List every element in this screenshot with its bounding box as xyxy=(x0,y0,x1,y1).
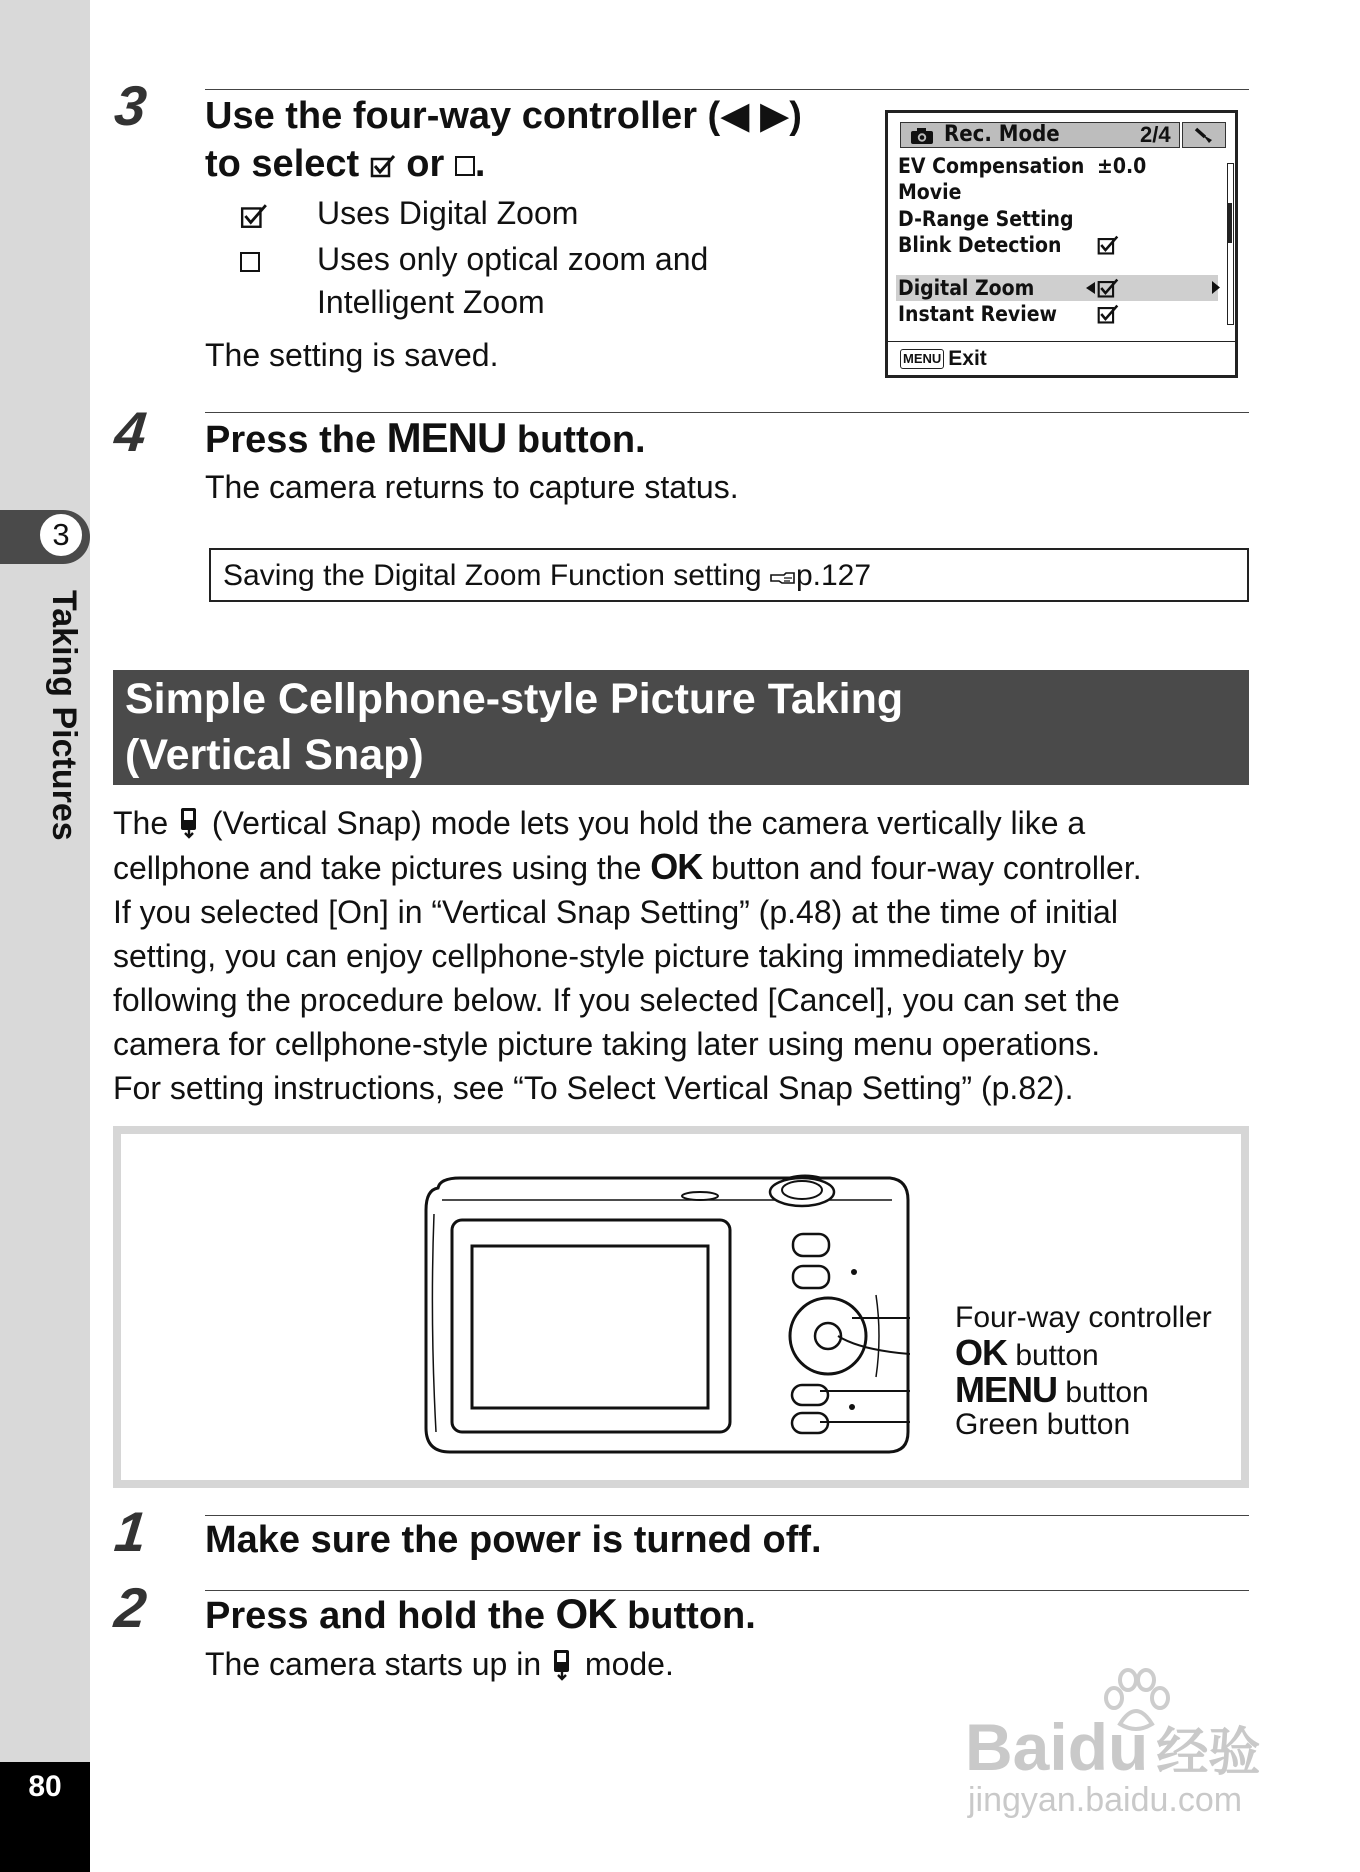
menu-scrollbar xyxy=(1227,163,1234,325)
camera-icon xyxy=(910,127,934,145)
ok-key-label: OK xyxy=(555,1590,617,1637)
step-2-heading-b: button. xyxy=(616,1595,756,1637)
checked-box-icon xyxy=(1097,234,1119,256)
step-3-rule xyxy=(205,89,1249,90)
section-banner xyxy=(113,670,1249,785)
menu-row-d-range xyxy=(898,206,1198,232)
callout-menu-button xyxy=(955,1369,1149,1411)
step-3-heading-or: or xyxy=(395,143,455,185)
intro-line xyxy=(113,845,1253,890)
watermark-url: jingyan.baidu.com xyxy=(968,1781,1243,1819)
step-4-rule xyxy=(205,412,1249,413)
checked-box-icon xyxy=(1097,277,1119,299)
watermark-brand-du: du xyxy=(1067,1710,1149,1784)
chapter-number: 3 xyxy=(38,512,84,558)
chapter-sidebar xyxy=(0,0,90,1872)
step-3-number: 3 xyxy=(111,74,150,137)
menu-row-movie xyxy=(898,179,1198,205)
reference-text: Saving the Digital Zoom Function setting xyxy=(223,559,762,592)
intro-line: camera for cellphone-style picture taking later using menu operations. xyxy=(113,1026,1101,1062)
option-digital-zoom-off-line2: Intelligent Zoom xyxy=(317,284,545,320)
checked-box-icon xyxy=(370,153,396,179)
intro-line: following the procedure below. If you selected [Cancel], you can set the xyxy=(113,982,1120,1018)
right-arrow-icon xyxy=(1212,281,1220,294)
page-number: 80 xyxy=(28,1770,62,1803)
step-3-heading-select: to select xyxy=(205,143,370,185)
callout-suffix: button xyxy=(1057,1376,1149,1409)
left-arrow-icon xyxy=(1086,282,1095,294)
menu-row-value: ±0.0 xyxy=(1097,154,1147,178)
intro-line xyxy=(113,801,1253,845)
pointing-hand-icon xyxy=(770,569,796,587)
step-2-body-a: The camera starts up in xyxy=(205,1646,551,1682)
intro-text: The xyxy=(113,805,178,841)
intro-text: cellphone and take pictures using the xyxy=(113,850,651,886)
menu-row-digital-zoom xyxy=(898,275,1198,301)
step-3-heading-text: Use the four-way controller ( xyxy=(205,95,721,137)
wrench-icon xyxy=(1193,126,1215,144)
camera-back-illustration xyxy=(420,1170,910,1460)
step-2-heading xyxy=(205,1590,756,1640)
step-3-note: The setting is saved. xyxy=(205,337,499,373)
menu-key-icon: MENU xyxy=(900,349,944,369)
watermark-cn: 经验 xyxy=(1156,1724,1261,1782)
intro-line: For setting instructions, see “To Select Vertical Snap Setting” (p.82). xyxy=(113,1070,1074,1106)
chapter-title: Taking Pictures xyxy=(45,590,83,841)
callout-green-button: Green button xyxy=(955,1408,1131,1441)
intro-line: If you selected [On] in “Vertical Snap Setting” (p.48) at the time of initial xyxy=(113,894,1118,930)
menu-row-blink-detection xyxy=(898,232,1198,258)
camera-menu-screen xyxy=(885,110,1238,378)
step-4-heading-b: button. xyxy=(506,419,646,461)
step-3-heading-period: . xyxy=(474,143,486,185)
menu-title: Rec. Mode xyxy=(944,122,1060,147)
menu-row-ev-compensation xyxy=(898,153,1198,179)
step-3-heading-line1 xyxy=(205,92,802,140)
setup-tab xyxy=(1182,122,1226,148)
section-title-line1: Simple Cellphone-style Picture Taking xyxy=(125,675,904,723)
menu-exit-hint xyxy=(900,345,987,373)
checked-box-icon xyxy=(1097,303,1119,325)
step-4-heading xyxy=(205,414,646,464)
intro-paragraph xyxy=(113,801,1253,1110)
option-digital-zoom-off-line1: Uses only optical zoom and xyxy=(317,241,709,277)
vertical-snap-icon xyxy=(177,806,203,840)
menu-row-label: EV Compensation xyxy=(898,154,1085,178)
vertical-snap-icon xyxy=(550,1648,576,1682)
checked-box-icon xyxy=(240,202,268,230)
step-2-body xyxy=(205,1643,674,1685)
ok-key-label: OK xyxy=(650,846,703,887)
step-1-number: 1 xyxy=(111,1500,150,1563)
step-2-number: 2 xyxy=(111,1576,150,1639)
step-4-number: 4 xyxy=(111,400,150,463)
step-2-body-b: mode. xyxy=(576,1646,674,1682)
menu-page-indicator: 2/4 xyxy=(1140,122,1171,147)
intro-text: button and four-way controller. xyxy=(702,850,1142,886)
chapter-title-container xyxy=(42,590,86,860)
step-2-heading-a: Press and hold the xyxy=(205,1595,556,1637)
menu-key-label: MENU xyxy=(955,1369,1057,1410)
menu-row-label: D-Range Setting xyxy=(898,207,1074,231)
step-4-body: The camera returns to capture status. xyxy=(205,469,739,505)
menu-row-label: Digital Zoom xyxy=(898,276,1035,300)
step-1-heading: Make sure the power is turned off. xyxy=(205,1519,822,1561)
reference-box xyxy=(209,548,1249,602)
watermark-brand: Bai xyxy=(965,1710,1068,1784)
menu-footer-divider xyxy=(888,341,1235,342)
unchecked-box-icon xyxy=(240,252,260,272)
intro-line: setting, you can enjoy cellphone-style picture taking immediately by xyxy=(113,938,1067,974)
reference-line xyxy=(223,557,871,595)
callout-suffix: button xyxy=(1007,1339,1099,1372)
menu-row-label: Instant Review xyxy=(898,302,1057,326)
unchecked-box-icon xyxy=(455,156,475,176)
callout-four-way-controller: Four-way controller xyxy=(955,1301,1212,1334)
intro-text: (Vertical Snap) mode lets you hold the camera vertically like a xyxy=(203,805,1086,841)
watermark-logo xyxy=(965,1712,1260,1788)
ok-key-label: OK xyxy=(955,1332,1007,1373)
step-4-heading-a: Press the xyxy=(205,419,387,461)
menu-row-label: Movie xyxy=(898,180,962,204)
step-3-heading-close: ) xyxy=(789,95,802,137)
menu-exit-label: Exit xyxy=(948,347,987,370)
section-title-line2: (Vertical Snap) xyxy=(125,731,424,779)
left-right-arrows-icon: ◀ ▶ xyxy=(720,95,790,137)
option-digital-zoom-on: Uses Digital Zoom xyxy=(317,195,579,231)
menu-row-instant-review xyxy=(898,301,1198,327)
reference-page-link[interactable]: p.127 xyxy=(795,559,872,592)
menu-row-label: Blink Detection xyxy=(898,233,1062,257)
menu-scrollbar-thumb xyxy=(1227,203,1232,243)
menu-key-label: MENU xyxy=(386,414,507,461)
step-3-heading-line2 xyxy=(205,140,485,188)
